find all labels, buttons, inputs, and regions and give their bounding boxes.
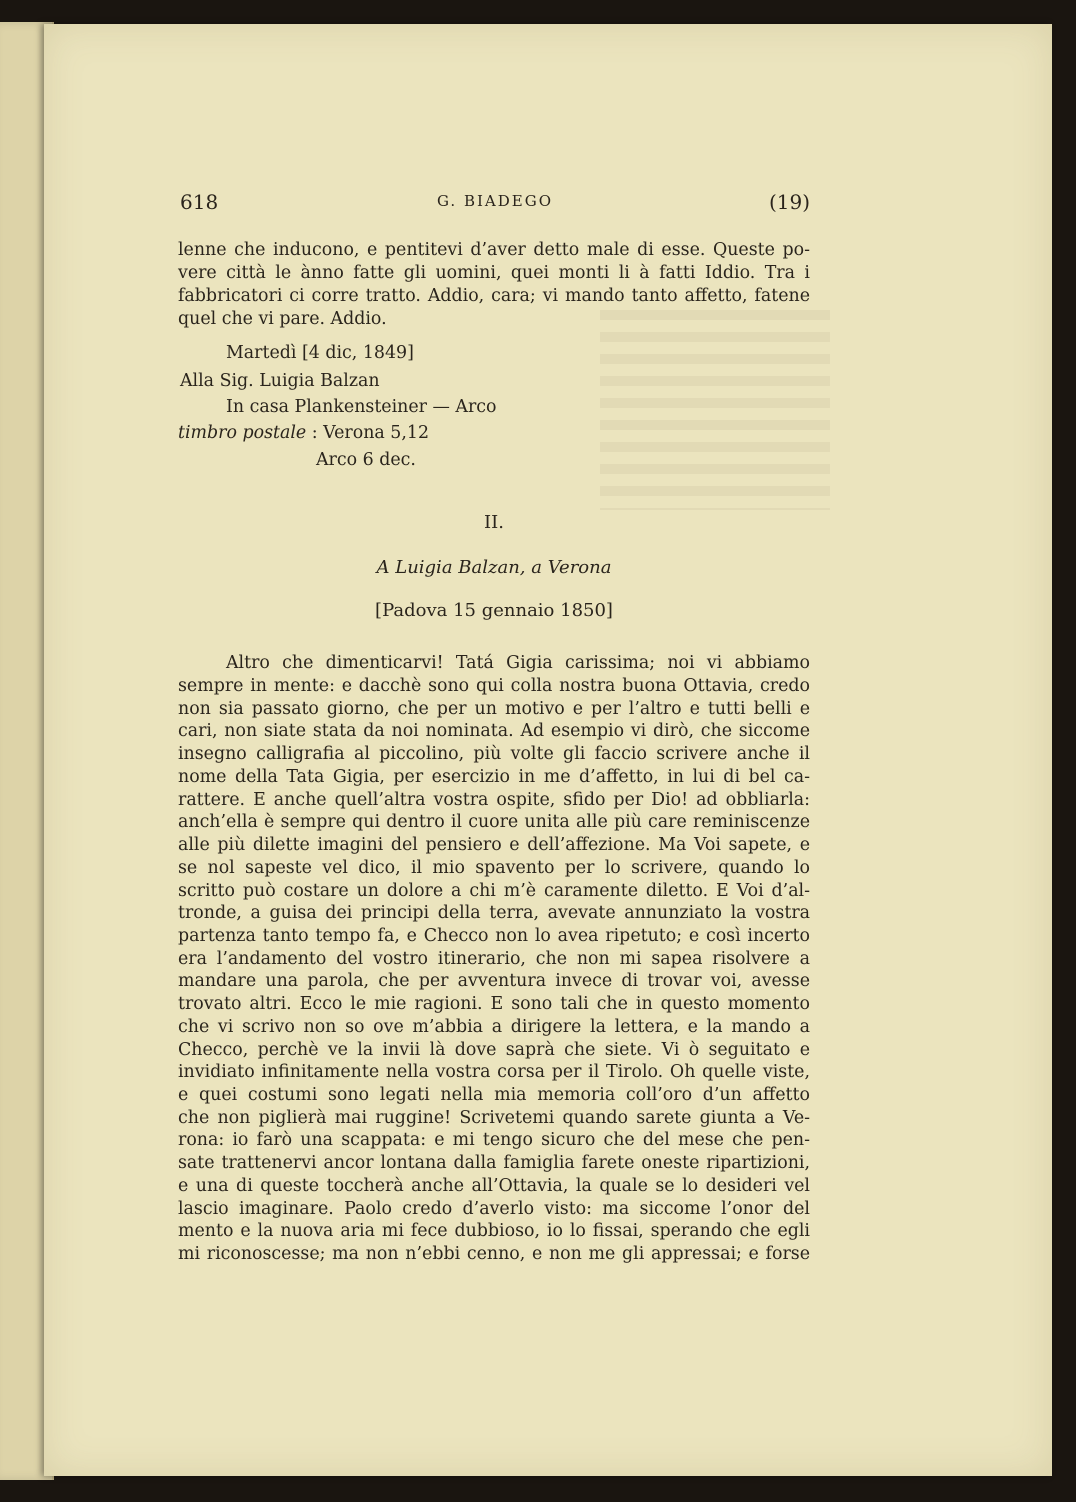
body-line-13: partenza tanto tempo fa, e Checco non lo avea ripetuto; e così incerto bbox=[178, 926, 810, 946]
body-line-16: trovato altri. Ecco le mie ragioni. E sono tali che in questo momento bbox=[178, 994, 810, 1014]
body-line-6: nome della Tata Gigia, per esercizio in me d’affetto, in lui di bel ca- bbox=[178, 767, 810, 787]
body-line-25: lascio imaginare. Paolo credo d’averlo visto: ma siccome l’onor del bbox=[178, 1199, 810, 1219]
postmark-separator: : bbox=[311, 423, 318, 443]
postmark-verona: Verona 5,12 bbox=[323, 423, 430, 443]
letter-title: A Luigia Balzan, a Verona bbox=[376, 557, 612, 578]
body-line-8: anch’ella è sempre qui dentro il cuore unita alle più care reminiscenze bbox=[178, 812, 810, 832]
body-line-15: mandare una parola, che per avventura invece di trovar voi, avesse bbox=[178, 971, 810, 991]
section-numeral: II. bbox=[484, 512, 504, 533]
house-line: In casa Plankensteiner — Arco bbox=[226, 397, 497, 417]
body-line-3: non sia passato giorno, che per un motivo e per l’altro e tutti belli e bbox=[178, 699, 810, 719]
running-header bbox=[180, 190, 810, 216]
body-line-9: alle più dilette imagini del pensiero e dell’affezione. Ma Voi sapete, e bbox=[178, 835, 810, 855]
opening-line-3: fabbricatori ci corre tratto. Addio, cara; vi mando tanto affetto, fatene bbox=[178, 286, 810, 306]
body-line-21: che non piglierà mai ruggine! Scrivetemi quando sarete giunta a Ve- bbox=[178, 1108, 810, 1128]
body-line-10: se nol sapeste vel dico, il mio spavento per lo scrivere, quando lo bbox=[178, 858, 810, 878]
body-line-11: scritto può costare un dolore a chi m’è caramente diletto. E Voi d’al- bbox=[178, 881, 810, 901]
body-line-27: mi riconoscesse; ma non n’ebbi cenno, e non me gli appressai; e forse bbox=[178, 1244, 810, 1264]
body-line-17: che vi scrivo non so ove m’abbia a dirigere la lettera, e la mando a bbox=[178, 1017, 810, 1037]
body-line-26: mento e la nuova aria mi fece dubbioso, io lo fissai, sperando che egli bbox=[178, 1221, 810, 1241]
running-author: G. BIADEGO bbox=[436, 192, 554, 210]
body-line-4: cari, non siate stata da noi nominata. Ad esempio vi dirò, che siccome bbox=[178, 721, 810, 741]
body-line-20: e quei costumi sono legati nella mia memoria coll’oro d’un affetto bbox=[178, 1085, 810, 1105]
body-line-7: rattere. E anche quell’altra vostra ospite, sfido per Dio! ad obbliarla: bbox=[178, 790, 810, 810]
body-line-14: era l’andamento del vostro itinerario, che non mi sapea risolvere a bbox=[178, 949, 810, 969]
body-line-18: Checco, perchè ve la invii là dove saprà che siete. Vi ò seguitato e bbox=[178, 1040, 810, 1060]
postmark-line bbox=[178, 422, 429, 445]
page-number: 618 bbox=[180, 190, 219, 214]
section-number: (19) bbox=[768, 190, 810, 214]
postmark-arco: Arco 6 dec. bbox=[316, 450, 416, 470]
body-line-22: rona: io farò una scappata: e mi tengo sicuro che del mese che pen- bbox=[178, 1130, 810, 1150]
opening-line-4: quel che vi pare. Addio. bbox=[178, 309, 387, 329]
body-line-23: sate trattenervi ancor lontana dalla famiglia farete oneste ripartizioni, bbox=[178, 1153, 810, 1173]
body-line-24: e una di queste toccherà anche all’Ottavia, la quale se lo desideri vel bbox=[178, 1176, 810, 1196]
postmark-label: timbro postale bbox=[178, 423, 307, 443]
recipient-line: Alla Sig. Luigia Balzan bbox=[180, 371, 380, 391]
opening-line-1: lenne che inducono, e pentitevi d’aver detto male di esse. Queste po- bbox=[178, 240, 810, 260]
body-line-5: insegno calligrafia al piccolino, più volte gli faccio scrivere anche il bbox=[178, 744, 810, 764]
body-line-2: sempre in mente: e dacchè sono qui colla nostra buona Ottavia, credo bbox=[178, 676, 810, 696]
opening-line-2: vere città le ànno fatte gli uomini, quei monti li à fatti Iddio. Tra i bbox=[178, 263, 810, 283]
letter-date: [Padova 15 gennaio 1850] bbox=[375, 600, 613, 621]
date-line: Martedì [4 dic, 1849] bbox=[226, 343, 414, 363]
body-line-19: invidiato infinitamente nella vostra corsa per il Tirolo. Oh quelle viste, bbox=[178, 1062, 810, 1082]
body-line-12: tronde, a guisa dei principi della terra, avevate annunziato la vostra bbox=[178, 903, 810, 923]
body-line-1: Altro che dimenticarvi! Tatá Gigia carissima; noi vi abbiamo bbox=[226, 653, 810, 673]
